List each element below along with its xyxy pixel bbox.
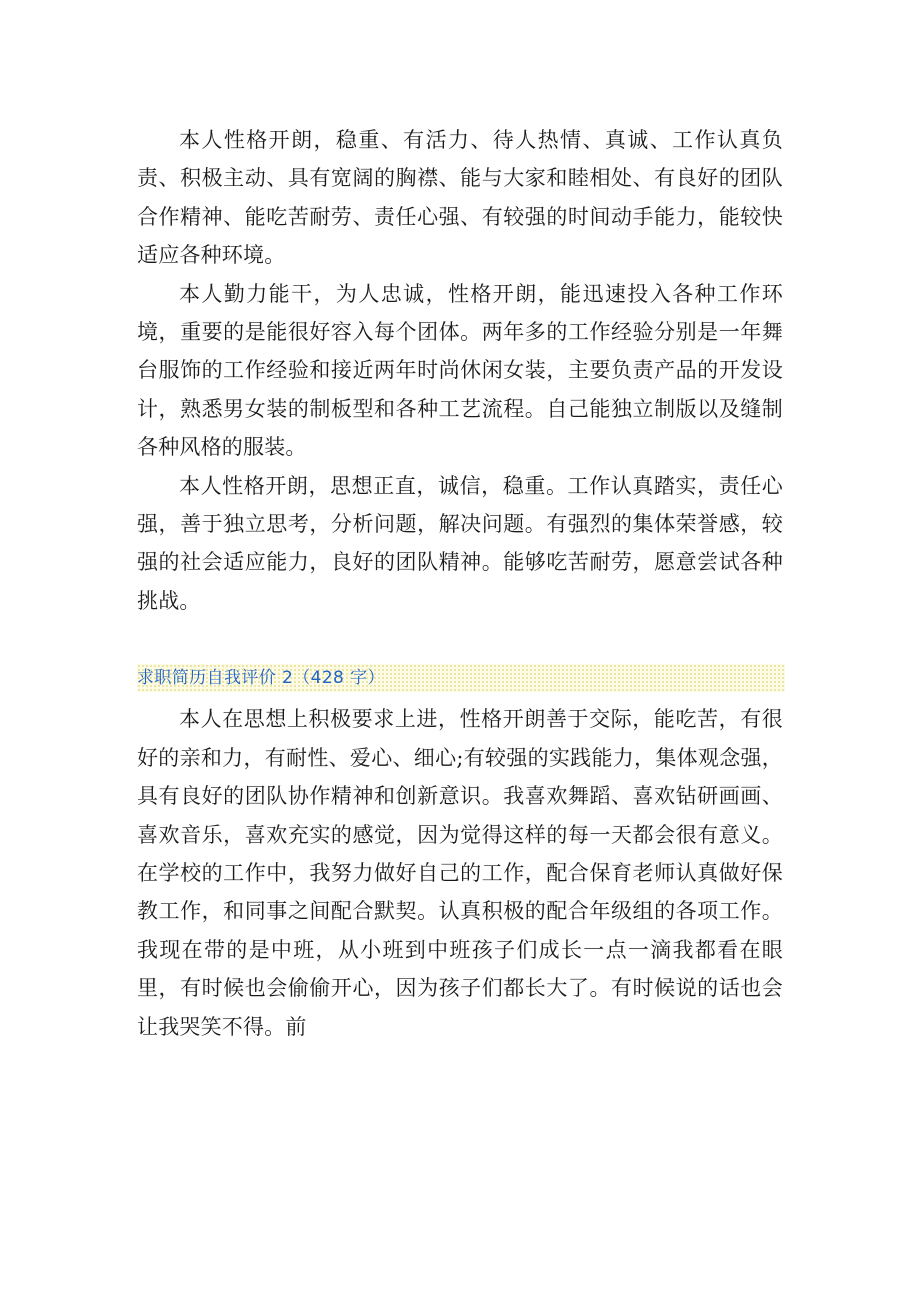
section-heading[interactable]: 求职简历自我评价 2（428 字）: [137, 664, 785, 692]
paragraph-personality-2: 本人勤力能干，为人忠诚，性格开朗，能迅速投入各种工作环境，重要的是能很好容入每个团体。两年多的工作经验分别是一年舞台服饰的工作经验和接近两年时尚休闲女装，主要负责产品的开发设计，熟悉男女装的制板型和各种工艺流程。自己能独立制版以及缝制各种风格的服装。: [137, 281, 783, 460]
section-paragraph: 本人在思想上积极要求上进，性格开朗善于交际，能吃苦，有很好的亲和力，有耐性、爱心、细心;有较强的实践能力，集体观念强，具有良好的团队协作精神和创新意识。我喜欢舞蹈、喜欢钻研画画、喜欢音乐，喜欢充实的感觉，因为觉得这样的每一天都会很有意义。在学校的工作中，我努力做好自己的工作，配合保育老师认真做好保教工作，和同事之间配合默契。认真积极的配合年级组的各项工作。我现在带的是中班，从小班到中班孩子们成长一点一滴我都看在眼里，有时候也会偷偷开心，因为孩子们都长大了。有时候说的话也会让我哭笑不得。前: [137, 707, 783, 1039]
paragraph-personality-1: 本人性格开朗，稳重、有活力、待人热情、真诚、工作认真负责、积极主动、具有宽阔的胸襟、能与大家和睦相处、有良好的团队合作精神、能吃苦耐劳、责任心强、有较强的时间动手能力，能较快适应各种环境。: [137, 128, 783, 268]
document-body: [137, 121, 783, 1046]
paragraph-personality-3: 本人性格开朗，思想正直，诚信，稳重。工作认真踏实，责任心强，善于独立思考，分析问题，解决问题。有强烈的集体荣誉感，较强的社会适应能力，良好的团队精神。能够吃苦耐劳，愿意尝试各种挑战。: [137, 473, 783, 613]
